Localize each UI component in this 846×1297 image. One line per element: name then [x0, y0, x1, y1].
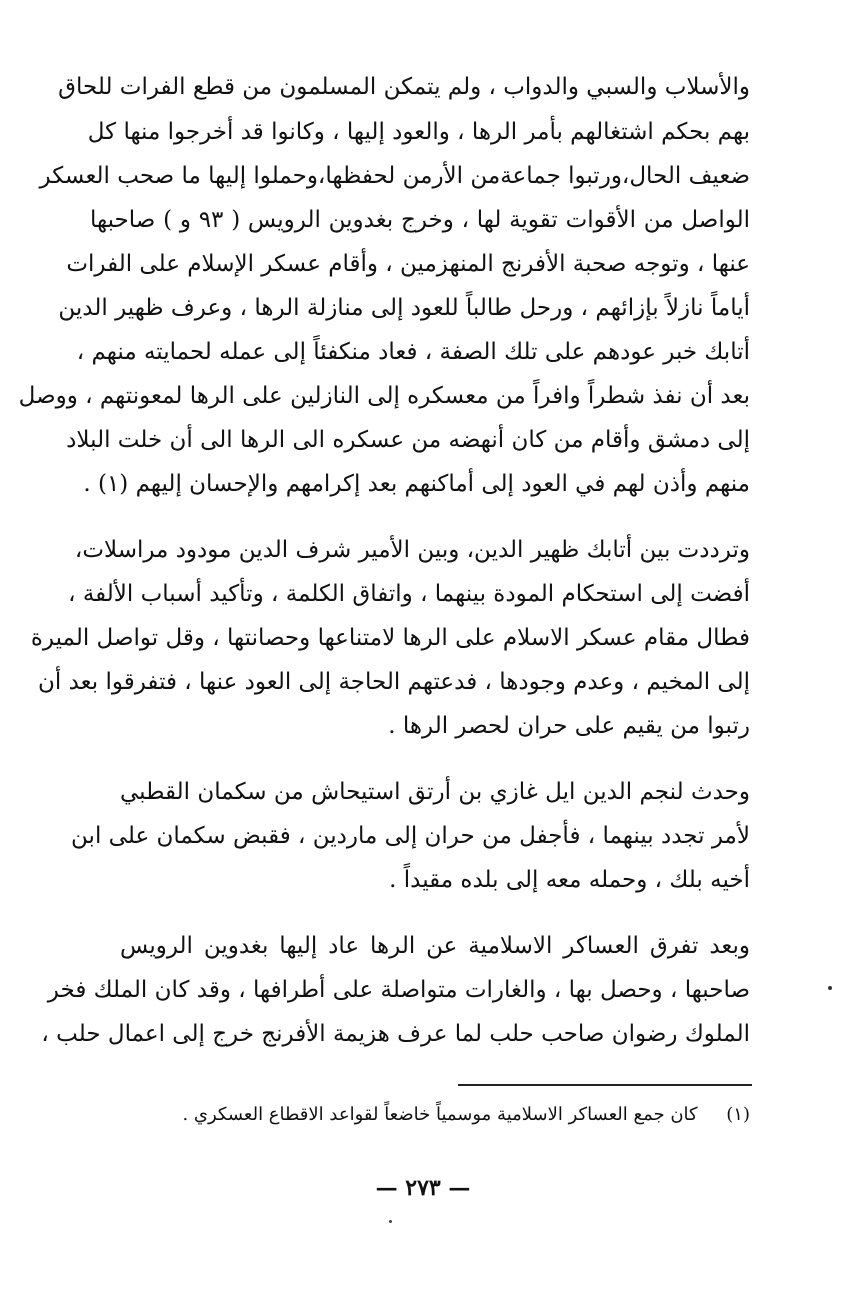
footnote-marker: (١): [726, 1104, 750, 1125]
footnote-separator: [458, 1084, 752, 1086]
text-line: فطال مقام عسكر الاسلام على الرها لامتناعها وحصانتها ، وقل تواصل الميرة: [30, 625, 750, 651]
text-line: أياماً نازلاً بإزائهم ، ورحل طالباً للعود إلى منازلة الرها ، وعرف ظهير الدين: [58, 295, 750, 321]
scan-speck: [828, 986, 832, 990]
text-line: وحدث لنجم الدين ايل غازي بن أرتق استيحاش من سكمان القطبي: [120, 779, 750, 805]
scan-speck: [389, 1220, 392, 1223]
text-line: وبعد تفرق العساكر الاسلامية عن الرها عاد إليها بغدوين الرويس: [120, 933, 750, 959]
page-number: — ٢٧٣ —: [375, 1175, 471, 1201]
text-line: منهم وأذن لهم في العود إلى أماكنهم بعد إكرامهم والإحسان إليهم (١) .: [83, 471, 750, 497]
text-line: الواصل من الأقوات تقوية لها ، وخرج بغدوين الرويس ( ٩٣ و ) صاحبها: [90, 207, 751, 233]
text-line: رتبوا من يقيم على حران لحصر الرها .: [388, 713, 750, 739]
text-line: وترددت بين أتابك ظهير الدين، وبين الأمير شرف الدين مودود مراسلات،: [74, 537, 750, 563]
footnote-text: كان جمع العساكر الاسلامية موسمياً خاضعاً لقواعد الاقطاع العسكري .: [182, 1104, 698, 1125]
text-line: أتابك خبر عودهم على تلك الصفة ، فعاد منكفئاً إلى عمله لحمايته منهم ،: [76, 339, 750, 365]
text-line: بهم بحكم اشتغالهم بأمر الرها ، والعود إليها ، وكانوا قد أخرجوا منها كل: [87, 119, 750, 145]
text-line: أخيه بلك ، وحمله معه إلى بلده مقيداً .: [389, 867, 750, 893]
text-line: الملوك رضوان صاحب حلب لما عرف هزيمة الأفرنج خرج إلى اعمال حلب ،: [41, 1021, 750, 1047]
text-line: إلى المخيم ، وعدم وجودها ، فدعتهم الحاجة إلى العود عنها ، فتفرقوا بعد أن: [38, 669, 750, 695]
text-line: لأمر تجدد بينهما ، فأجفل من حران إلى ماردين ، فقبض سكمان على ابن: [71, 823, 750, 849]
text-line: إلى دمشق وأقام من كان أنهضه من عسكره الى الرها الى أن خلت البلاد: [66, 427, 750, 453]
footnote: [90, 1098, 750, 1132]
text-line: عنها ، وتوجه صحبة الأفرنج المنهزمين ، وأقام عسكر الإسلام على الفرات: [66, 251, 750, 277]
text-line: بعد أن نفذ شطراً وافراً من معسكره إلى النازلين على الرها لمعونتهم ، ووصل: [18, 383, 750, 409]
text-line: ضعيف الحال،ورتبوا جماعةمن الأرمن لحفظها،وحملوا إليها ما صحب العسكر: [39, 163, 750, 189]
text-line: أفضت إلى استحكام المودة بينهما ، واتفاق الكلمة ، وتأكيد أسباب الألفة ،: [68, 581, 750, 607]
text-line: صاحبها ، وحصل بها ، والغارات متواصلة على أطرافها ، وقد كان الملك فخر: [47, 977, 750, 1003]
text-line: والأسلاب والسبي والدواب ، ولم يتمكن المسلمون من قطع الفرات للحاق: [58, 74, 750, 100]
